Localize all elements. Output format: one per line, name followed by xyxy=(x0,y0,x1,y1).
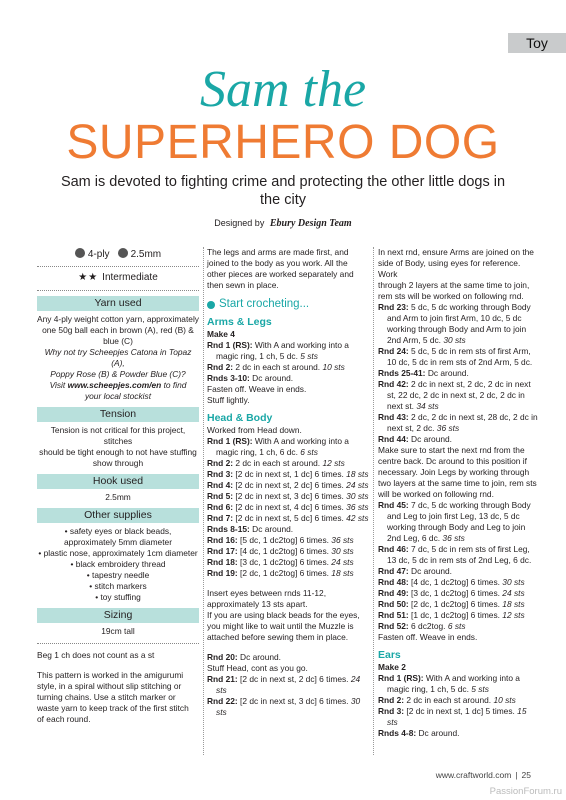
round-label: Rnd 2: xyxy=(378,695,407,705)
watermark: PassionForum.ru xyxy=(489,786,562,797)
pattern-round xyxy=(207,652,369,663)
round-text: Dc around. xyxy=(240,652,282,662)
round-label: Rnd 46: xyxy=(378,544,412,554)
pattern-round xyxy=(378,599,538,610)
stitch-count: 10 sts xyxy=(320,362,345,372)
note-para-line: turning chains. Use a stitch marker or xyxy=(37,692,176,702)
round-label: Rnd 44: xyxy=(378,434,412,444)
round-label: Rnd 2: xyxy=(207,458,236,468)
round-text: [2 dc, 1 dc2tog] 6 times. xyxy=(411,599,500,609)
spacer xyxy=(207,643,369,652)
round-label: Rnds 8-15: xyxy=(207,524,253,534)
round-label: Rnd 4: xyxy=(207,480,236,490)
pattern-round xyxy=(207,362,369,373)
spacer xyxy=(37,661,199,670)
round-label: Rnd 24: xyxy=(378,346,412,356)
stitch-count: 6 sts xyxy=(445,621,466,631)
intro-line: other pieces are worked separately and xyxy=(207,269,354,279)
visit-prefix: Visit xyxy=(49,380,66,390)
column-divider xyxy=(203,247,204,755)
supply-item: approximately 5mm diameter xyxy=(64,537,172,547)
round-label: Rnd 1 (RS): xyxy=(378,673,426,683)
round-text: 2 dc in each st around. xyxy=(406,695,492,705)
yarn-weight xyxy=(75,248,110,260)
round-text: 2 dc in next st, 2 dc, 2 dc in next st, 22 dc, 2 dc in next st, 2 dc, 2 dc in next st. xyxy=(387,379,531,411)
stitch-count: 24 sts xyxy=(343,480,369,490)
supply-item: • black embroidery thread xyxy=(70,559,166,569)
pattern-round xyxy=(207,524,369,535)
stitch-count: 24 sts xyxy=(499,588,525,598)
round-label: Rnd 50: xyxy=(378,599,412,609)
stitch-count: 36 sts xyxy=(343,502,369,512)
byline-prefix: Designed by xyxy=(214,218,265,228)
round-text: 2 dc, 2 dc in next st, 28 dc, 2 dc in next st, 2 dc. xyxy=(387,412,538,433)
pattern-round xyxy=(378,368,538,379)
make-count: Make 4 xyxy=(207,329,235,339)
arms-legs-rounds xyxy=(207,340,369,384)
round-label: Rnd 51: xyxy=(378,610,412,620)
round-text: Dc around. xyxy=(418,728,460,738)
round-text: 5 dc, 5 dc working through Body and Arm to join first Arm, 10 dc, 5 dc working through Body and Arm to join 2nd Arm, 5 dc. xyxy=(387,302,531,345)
round-label: Rnd 17: xyxy=(207,546,241,556)
yarn-used-line: one 50g ball each in brown (A), red (B) & xyxy=(42,325,194,335)
round-text: [4 dc, 1 dc2tog] 6 times. xyxy=(240,546,329,556)
round-text: Dc around. xyxy=(252,373,294,383)
note-para-line: This pattern is worked in the amigurumi xyxy=(37,670,184,680)
needle-value: 2.5mm xyxy=(130,249,162,260)
supply-item: • safety eyes or black beads, xyxy=(64,526,172,536)
pattern-round xyxy=(378,728,538,739)
head-body-rounds xyxy=(207,436,369,579)
section-heading-ears: Ears xyxy=(378,649,401,661)
round-label: Rnd 6: xyxy=(207,502,236,512)
round-label: Rnd 48: xyxy=(378,577,412,587)
stitch-count: 18 sts xyxy=(328,568,354,578)
stitch-count: 30 sts xyxy=(216,696,361,717)
pattern-round xyxy=(207,696,369,718)
round-text: 6 dc2tog. xyxy=(411,621,446,631)
byline-name: Ebury Design Team xyxy=(269,218,352,229)
page-footer xyxy=(436,770,531,780)
yarn-info-row xyxy=(37,247,199,261)
round-label: Rnds 3-10: xyxy=(207,373,253,383)
round-text: [2 dc in next st, 2 dc] 6 times. xyxy=(235,480,344,490)
pattern-round xyxy=(378,673,538,695)
round-text: Dc around. xyxy=(252,524,294,534)
column-divider xyxy=(373,247,374,755)
pattern-round xyxy=(207,546,369,557)
body-rounds-b xyxy=(378,500,538,632)
body-rounds-a xyxy=(378,302,538,445)
page-number: 25 xyxy=(521,770,531,780)
stitch-count: 24 sts xyxy=(328,557,354,567)
intro-line: In next rnd, ensure Arms are joined on the xyxy=(378,247,534,257)
round-label: Rnds 25-41: xyxy=(378,368,428,378)
note-para-line: of each round. xyxy=(37,714,91,724)
round-text: With A and working into a magic ring, 1 ch, 5 dc. xyxy=(387,673,520,694)
round-label: Rnd 1 (RS): xyxy=(207,340,255,350)
round-label: Rnd 7: xyxy=(207,513,236,523)
round-text: [2 dc in next st, 3 dc] 6 times. xyxy=(240,696,349,706)
footer-separator: | xyxy=(515,770,518,780)
divider xyxy=(37,290,199,291)
supply-item: • tapestry needle xyxy=(86,570,150,580)
rounds-20 xyxy=(207,652,369,663)
round-label: Rnds 4-8: xyxy=(378,728,419,738)
category-tag: Toy xyxy=(508,33,566,53)
pattern-round xyxy=(378,577,538,588)
visit-line-2: your local stockist xyxy=(84,391,152,401)
round-label: Rnd 23: xyxy=(378,302,412,312)
round-text: [2 dc in next st, 2 dc] 6 times. xyxy=(240,674,349,684)
round-label: Rnd 16: xyxy=(207,535,241,545)
stitch-count: 36 sts xyxy=(328,535,354,545)
stitch-count: 15 sts xyxy=(387,706,527,727)
divider xyxy=(37,266,199,267)
round-label: Rnd 2: xyxy=(207,362,236,372)
note-para-line: style, in a spiral without slip stitching or xyxy=(37,681,182,691)
pattern-round xyxy=(378,302,538,346)
intro-line: The legs and arms are made first, and xyxy=(207,247,349,257)
title-line-1: Sam the xyxy=(199,61,367,118)
pattern-round xyxy=(207,674,369,696)
eyes-line: you might like to wait until the Muzzle is xyxy=(207,621,354,631)
stitch-count: 30 sts xyxy=(328,546,354,556)
mid-line: Make sure to start the next rnd from the xyxy=(378,445,525,455)
sizing-heading: Sizing xyxy=(37,608,199,623)
rounds-21-22 xyxy=(207,674,369,718)
round-label: Rnd 1 (RS): xyxy=(207,436,255,446)
eyes-line: Insert eyes between rnds 11-12, xyxy=(207,588,327,598)
pattern-round xyxy=(378,610,538,621)
column-2 xyxy=(207,247,369,718)
round-text: [2 dc, 1 dc2tog] 6 times. xyxy=(240,568,329,578)
round-text: [3 dc, 1 dc2tog] 6 times. xyxy=(240,557,329,567)
pattern-round xyxy=(207,513,369,524)
round-label: Rnd 49: xyxy=(378,588,412,598)
pattern-round xyxy=(207,469,369,480)
subheading: Worked from Head down. xyxy=(207,425,302,435)
pattern-round xyxy=(378,566,538,577)
yarn-used-line: blue (C) xyxy=(103,336,133,346)
round-text: Dc around. xyxy=(427,368,469,378)
supply-item: • stitch markers xyxy=(89,581,147,591)
round-label: Rnd 52: xyxy=(378,621,412,631)
column-3 xyxy=(378,247,538,739)
pattern-round xyxy=(378,434,538,445)
pattern-round xyxy=(378,379,538,412)
eyes-line: attached before sewing them in place. xyxy=(207,632,349,642)
start-crocheting xyxy=(207,299,369,310)
intro-line: then sewn in place. xyxy=(207,280,279,290)
stitch-count: 30 sts xyxy=(343,491,369,501)
round-text: 2 dc in each st around. xyxy=(235,362,321,372)
stitch-count: 12 sts xyxy=(320,458,345,468)
stitch-count: 36 sts xyxy=(440,533,465,543)
round-label: Rnd 18: xyxy=(207,557,241,567)
round-text: [5 dc, 1 dc2tog] 6 times. xyxy=(240,535,329,545)
note-line: Beg 1 ch does not count as a st xyxy=(37,650,155,660)
round-label: Rnd 19: xyxy=(207,568,241,578)
pattern-round xyxy=(207,480,369,491)
intro-line: rem sts will be worked on following rnd. xyxy=(378,291,524,301)
yarn-weight-value: 4-ply xyxy=(87,249,110,260)
difficulty-stars: ★★ xyxy=(78,272,99,283)
pattern-round xyxy=(378,706,538,728)
round-text: With A and working into a magic ring, 1 ch, 6 dc. xyxy=(216,436,349,457)
difficulty xyxy=(37,272,199,285)
round-text: [2 dc in next st, 1 dc] 5 times. xyxy=(406,706,515,716)
mid-line: will be worked on following rnd. xyxy=(378,489,494,499)
instruction-line: Stuff lightly. xyxy=(207,395,250,405)
round-label: Rnd 21: xyxy=(207,674,241,684)
tension-heading: Tension xyxy=(37,407,199,422)
eyes-line: If you are using black beads for the eyes, xyxy=(207,610,360,620)
round-text: With A and working into a magic ring, 1 ch, 5 dc. xyxy=(216,340,349,361)
round-text: [3 dc, 1 dc2tog] 6 times. xyxy=(411,588,500,598)
difficulty-level: Intermediate xyxy=(102,272,158,283)
intro-line: joined to the body as you work. All the xyxy=(207,258,348,268)
sizing-value: 19cm tall xyxy=(101,626,135,636)
stitch-count: 34 sts xyxy=(414,401,439,411)
pattern-round xyxy=(378,500,538,544)
round-text: [2 dc in next st, 5 dc] 6 times. xyxy=(235,513,344,523)
stitch-count: 30 sts xyxy=(499,577,525,587)
section-heading-head-body: Head & Body xyxy=(207,412,273,424)
round-text: Dc around. xyxy=(411,434,453,444)
hook-used-value: 2.5mm xyxy=(105,492,131,502)
hook-used-heading: Hook used xyxy=(37,474,199,489)
yarn-ball-icon xyxy=(75,248,85,258)
round-text: 7 dc, 5 dc working through Body and Leg to join first Leg, 13 dc, 5 dc working through Body and Leg to join 2nd Leg, 6 dc. xyxy=(387,500,531,543)
stitch-count: 5 sts xyxy=(297,351,318,361)
round-text: [2 dc in next st, 1 dc] 6 times. xyxy=(235,469,344,479)
round-text: 5 dc, 5 dc in rem sts of first Arm, 10 dc, 5 dc in rem sts of 2nd Arm, 5 dc. xyxy=(387,346,533,367)
pattern-round xyxy=(207,568,369,579)
pattern-round xyxy=(207,535,369,546)
pattern-round xyxy=(378,621,538,632)
round-text: [1 dc, 1 dc2tog] 6 times. xyxy=(411,610,500,620)
round-text: [2 dc in next st, 3 dc] 6 times. xyxy=(235,491,344,501)
stitch-count: 5 sts xyxy=(468,684,489,694)
pattern-round xyxy=(207,557,369,568)
round-text: [2 dc in next st, 4 dc] 6 times. xyxy=(235,502,344,512)
visit-line xyxy=(37,380,199,391)
yarn-suggestion-line: Poppy Rose (B) & Powder Blue (C)? xyxy=(50,369,186,379)
pattern-round xyxy=(378,588,538,599)
bullet-dot-icon xyxy=(207,301,215,309)
yarn-used-line: Any 4-ply weight cotton yarn, approximately xyxy=(37,314,199,324)
start-label: Start crocheting... xyxy=(219,298,310,310)
yarn-used-heading: Yarn used xyxy=(37,296,199,311)
pattern-round xyxy=(207,458,369,469)
tension-line: should be tight enough to not have stuffing xyxy=(39,447,197,457)
section-heading-arms-legs: Arms & Legs xyxy=(207,316,272,328)
spacer xyxy=(207,579,369,588)
divider xyxy=(37,643,199,644)
pattern-round xyxy=(378,346,538,368)
round-label: Rnd 3: xyxy=(378,706,407,716)
ears-rounds xyxy=(378,673,538,739)
hook-icon xyxy=(118,248,128,258)
round-label: Rnd 3: xyxy=(207,469,236,479)
pattern-round xyxy=(207,491,369,502)
title-line-2: SUPERHERO DOG xyxy=(66,116,500,169)
pattern-round xyxy=(378,695,538,706)
tension-line: Tension is not critical for this project, stitches xyxy=(50,425,186,446)
pattern-round xyxy=(207,502,369,513)
round-label: Rnd 45: xyxy=(378,500,412,510)
make-count: Make 2 xyxy=(378,662,406,672)
yarn-suggestion-line: Why not try Scheepjes Catona in Topaz (A), xyxy=(44,347,192,368)
fasten-line: Fasten off. Weave in ends. xyxy=(378,632,478,642)
instruction-line: Fasten off. Weave in ends. xyxy=(207,384,307,394)
round-text: Dc around. xyxy=(411,566,453,576)
stitch-count: 10 sts xyxy=(491,695,516,705)
stitch-count: 12 sts xyxy=(499,610,525,620)
footer-site[interactable]: www.craftworld.com xyxy=(435,770,512,780)
column-1 xyxy=(37,247,199,725)
round-label: Rnd 42: xyxy=(378,379,412,389)
needle xyxy=(118,248,162,260)
pattern-round xyxy=(207,373,369,384)
stitch-count: 42 sts xyxy=(343,513,369,523)
round-label: Rnd 5: xyxy=(207,491,236,501)
round-text: 7 dc, 5 dc in rem sts of first Leg, 13 dc, 5 dc in rem sts of 2nd Leg, 6 dc. xyxy=(387,544,532,565)
tension-line: show through xyxy=(92,458,144,468)
visit-suffix: to find xyxy=(163,380,187,390)
eyes-line: approximately 13 sts apart. xyxy=(207,599,308,609)
supply-item: • toy stuffing xyxy=(95,592,141,602)
mid-line: necessary. Join Legs by working through xyxy=(378,467,530,477)
intro-line: through 2 layers at the same time to join, xyxy=(378,280,530,290)
round-text: [4 dc, 1 dc2tog] 6 times. xyxy=(411,577,500,587)
round-label: Rnd 22: xyxy=(207,696,241,706)
other-supplies-heading: Other supplies xyxy=(37,508,199,523)
stitch-count: 18 sts xyxy=(499,599,525,609)
note-para-line: waste yarn to keep track of the first stitch xyxy=(37,703,189,713)
round-label: Rnd 47: xyxy=(378,566,412,576)
stitch-count: 6 sts xyxy=(297,447,318,457)
pattern-round xyxy=(207,340,369,362)
mid-line: centre back. Dc around to this position if xyxy=(378,456,527,466)
mid-line: two layers at the same time to join, rem sts xyxy=(378,478,537,488)
round-label: Rnd 43: xyxy=(378,412,412,422)
pattern-round xyxy=(207,436,369,458)
stitch-count: 30 sts xyxy=(441,335,466,345)
byline xyxy=(0,218,566,229)
supply-item: • plastic nose, approximately 1cm diameter xyxy=(38,548,198,558)
intro-line: side of Body, using eyes for reference. Work xyxy=(378,258,521,279)
stitch-count: 24 sts xyxy=(216,674,361,695)
pattern-round xyxy=(378,412,538,434)
stitch-count: 18 sts xyxy=(343,469,369,479)
standfirst: Sam is devoted to fighting crime and protecting the other little dogs in the city xyxy=(60,174,506,208)
stitch-count: 36 sts xyxy=(434,423,460,433)
pattern-round xyxy=(378,544,538,566)
stuff-line: Stuff Head, cont as you go. xyxy=(207,663,308,673)
round-label: Rnd 20: xyxy=(207,652,241,662)
round-text: 2 dc in each st around. xyxy=(235,458,321,468)
visit-url-link[interactable]: www.scheepjes.com/en xyxy=(67,380,162,390)
